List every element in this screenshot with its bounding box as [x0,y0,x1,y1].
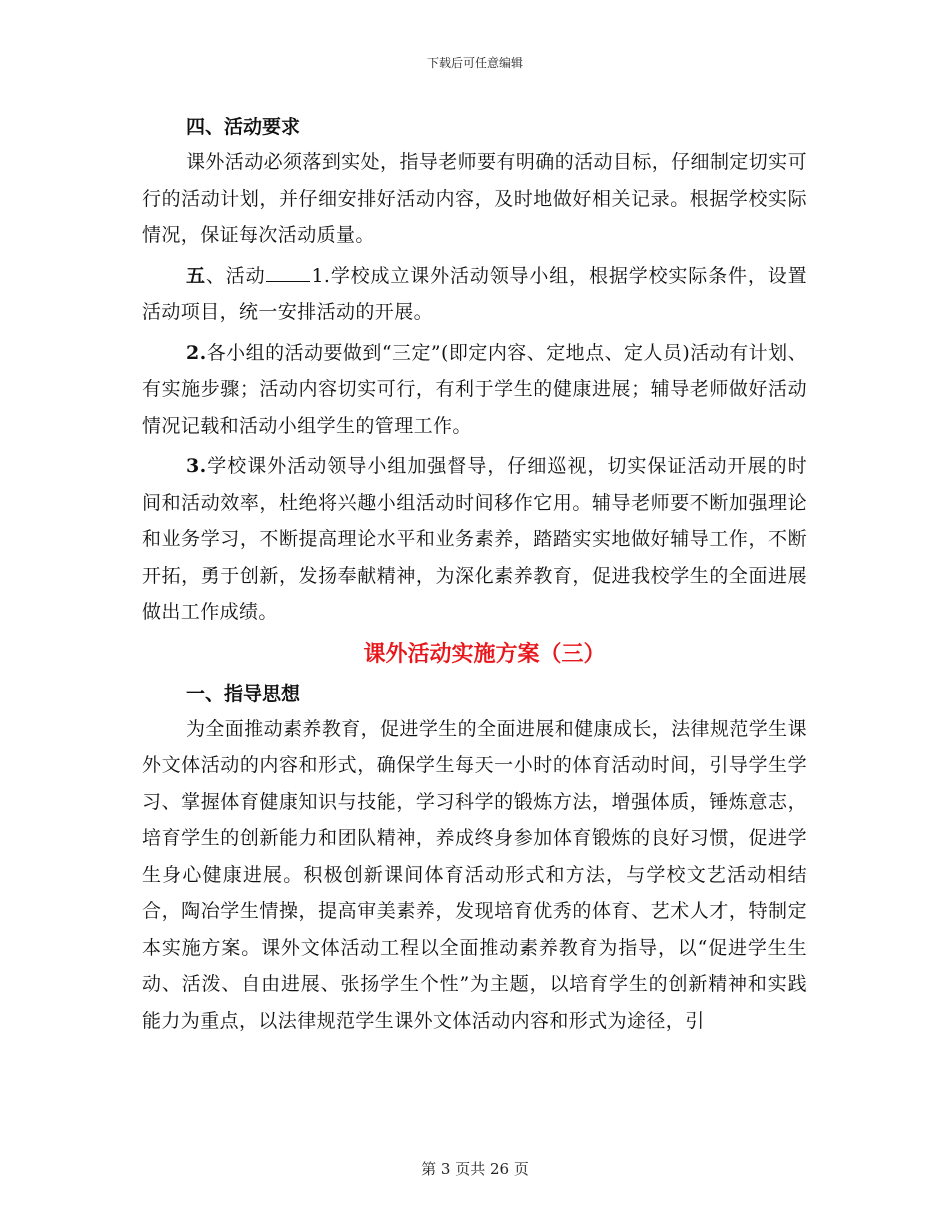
page-footer: 第 3 页共 26 页 [421,1160,529,1178]
paragraph-activity-item1 [142,258,807,331]
paragraph-requirements: 课外活动必须落到实处，指导老师要有明确的活动目标，仔细制定切实可行的活动计划，并仔细安排好活动内容，及时地做好相关记录。根据学校实际情况，保证每次活动质量。 [142,151,807,246]
paragraph-guiding-thought: 为全面推动素养教育，促进学生的全面进展和健康成长，法律规范学生课外文体活动的内容和形式，确保学生每天一小时的体育活动时间，引导学生学习、掌握体育健康知识与技能，学习科学的锻炼方法，增强体质，锤炼意志，培育学生的创新能力和团队精神，养成终身参加体育锻炼的良好习惯，促进学生身心健康进展。积极创新课间体育活动形式和方法，与学校文艺活动相结合，陶冶学生情操，提高审美素养，发现培育优秀的体育、艺术人才，特制定本实施方案。课外文体活动工程以全面推动素养教育为指导，以“促进学生生动、活泼、自由进展、张扬学生个性”为主题，以培育学生的创新精神和实践能力为重点，以法律规范学生课外文体活动内容和形式为途径，引 [142,717,807,1032]
activity-item2-text: 各小组的活动要做到“三定”(即定内容、定地点、定人员)活动有计划、有实施步骤；活动内容切实可行，有利于学生的健康进展；辅导老师做好活动情况记载和活动小组学生的管理工作。 [142,341,807,437]
document-body [142,110,807,1039]
document-title: 课外活动实施方案（三） [363,640,606,667]
section-heading-guiding-thought: 一、指导思想 [186,682,301,705]
activity-item3-text: 学校课外活动领导小组加强督导，仔细巡视，切实保证活动开展的时间和活动效率，杜绝将兴趣小组活动时间移作它用。辅导老师要不断加强理论和业务学习，不断提高理论水平和业务素养，踏踏实实地做好辅导工作，不断开拓，勇于创新，发扬奉献精神，为深化素养教育，促进我校学生的全面进展做出工作成绩。 [142,455,807,623]
paragraph-activity-item3 [142,448,807,631]
page-header: 下载后可任意编辑 [426,56,523,70]
section-heading-requirements: 四、活动要求 [186,116,301,138]
section-lead-text: 、活动 [205,264,266,287]
item3-number: 3. [186,455,207,477]
section-number-five: 五 [186,264,206,287]
underline-blank [266,263,310,282]
activity-item1-text: 1.学校成立课外活动领导小组，根据学校实际条件，设置活动项目，统一安排活动的开展。 [142,264,807,323]
paragraph-activity-item2 [142,335,807,445]
item2-number: 2. [186,341,207,364]
